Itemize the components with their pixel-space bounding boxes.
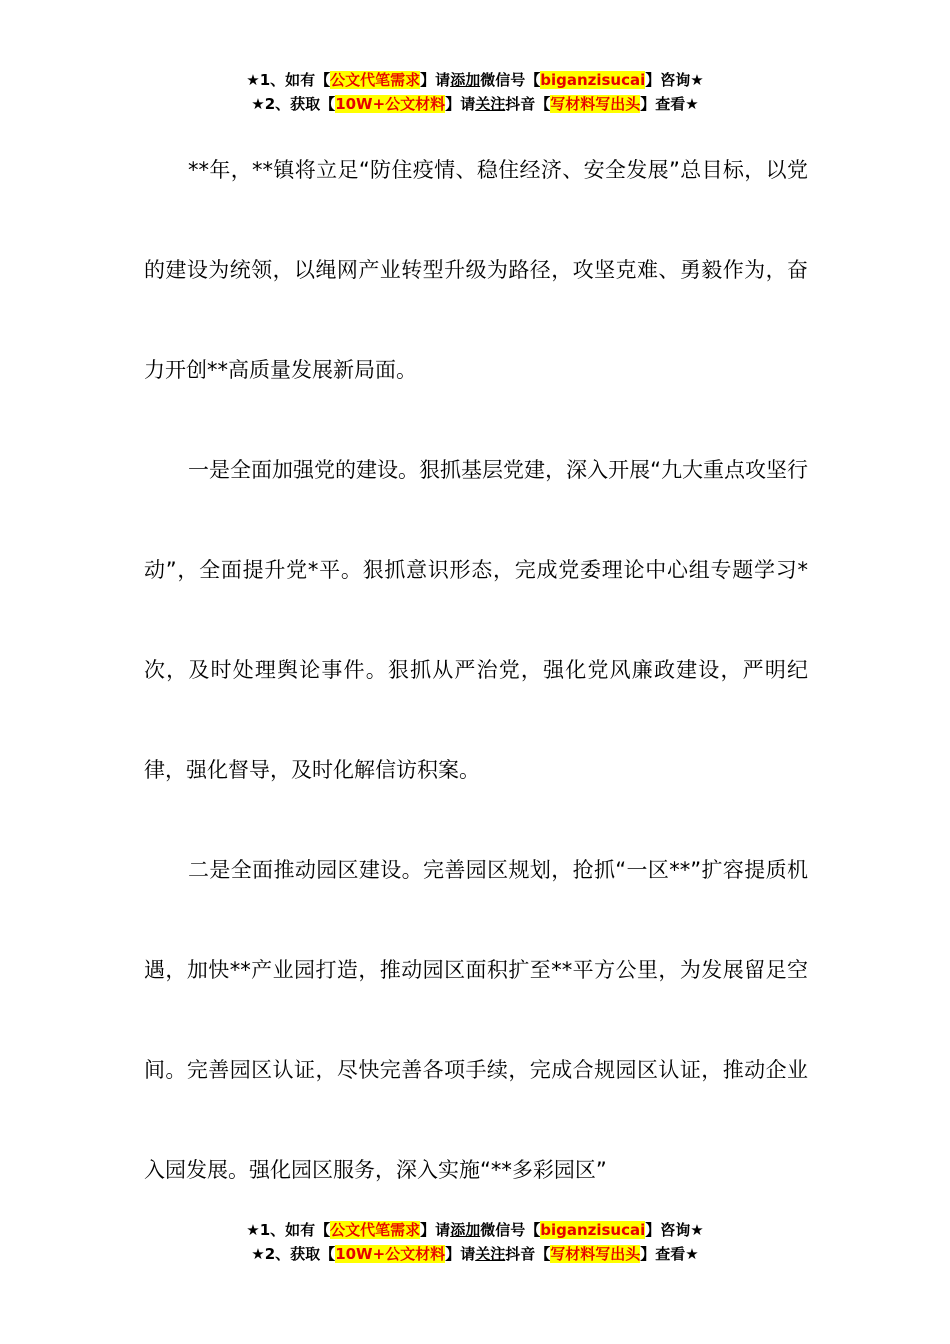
- highlight-materials: 10W+公文材料: [335, 95, 446, 113]
- paragraph-intro: **年，**镇将立足“防住疫情、稳住经济、安全发展”总目标，以党的建设为统领，以绳网产业转型升级为路径，攻坚克难、勇毅作为，奋力开创**高质量发展新局面。: [144, 158, 808, 382]
- highlight-materials: 10W+公文材料: [335, 1245, 446, 1263]
- highlight-wechat-id: biganzisucai: [540, 1221, 646, 1239]
- highlight-service: 公文代笔需求: [330, 71, 421, 89]
- paragraph-park-construction: 二是全面推动园区建设。完善园区规划，抢抓“一区**”扩容提质机遇，加快**产业园打造，推动园区面积扩至**平方公里，为发展留足空间。完善园区认证，尽快完善各项手续，完成合规园区认证，推动企业入园发展。强化园区服务，深入实施“**多彩园区”: [144, 858, 808, 1182]
- highlight-douyin-account: 写材料写出头: [550, 1245, 641, 1263]
- footer-banner: [0, 1218, 950, 1266]
- highlight-douyin-account: 写材料写出头: [550, 95, 641, 113]
- footer-banner-line-2: ★2、获取【10W+公文材料】请关注抖音【写材料写出头】查看★: [251, 1245, 699, 1263]
- header-banner: [0, 68, 950, 116]
- footer-banner-line-1: ★1、如有【公文代笔需求】请添加微信号【biganzisucai】咨询★: [246, 1221, 704, 1239]
- highlight-wechat-id: biganzisucai: [540, 71, 646, 89]
- paragraph-party-building: 一是全面加强党的建设。狠抓基层党建，深入开展“九大重点攻坚行动”，全面提升党*平。狠抓意识形态，完成党委理论中心组专题学习*次，及时处理舆论事件。狠抓从严治党，强化党风廉政建设，严明纪律，强化督导，及时化解信访积案。: [144, 458, 808, 782]
- highlight-service: 公文代笔需求: [330, 1221, 421, 1239]
- header-banner-line-2: ★2、获取【10W+公文材料】请关注抖音【写材料写出头】查看★: [251, 95, 699, 113]
- document-body: [144, 120, 808, 1220]
- header-banner-line-1: ★1、如有【公文代笔需求】请添加微信号【biganzisucai】咨询★: [246, 71, 704, 89]
